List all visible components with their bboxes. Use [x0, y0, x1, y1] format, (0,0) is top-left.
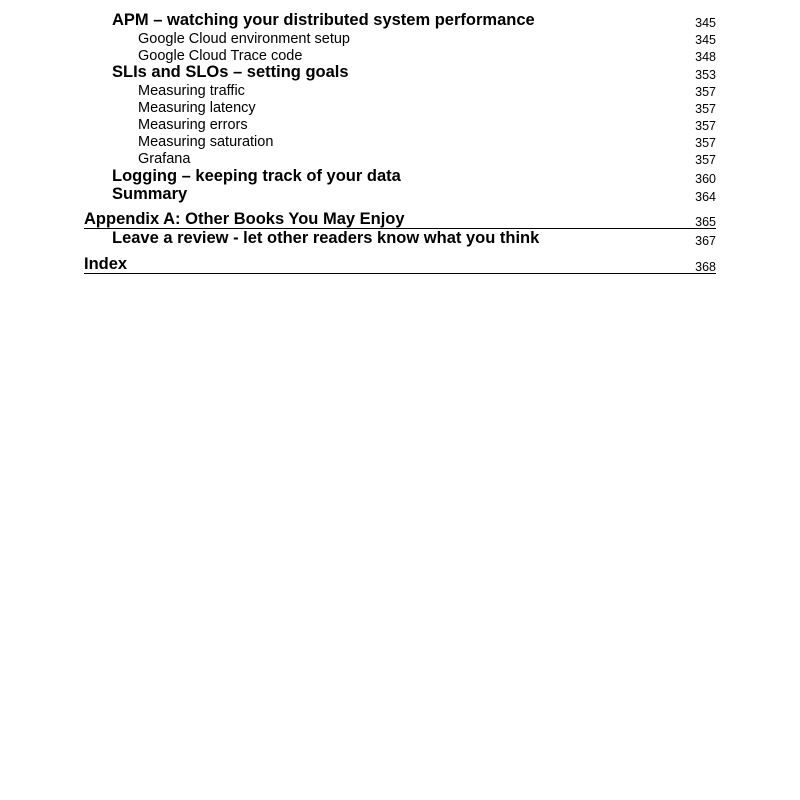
toc-entry-title: Measuring traffic — [138, 83, 245, 99]
toc-entry-title: Google Cloud Trace code — [138, 48, 303, 64]
toc-entry-page: 368 — [695, 260, 716, 274]
toc-entry-page: 353 — [695, 68, 716, 82]
toc-entry-title: Measuring errors — [138, 117, 248, 133]
toc-entry-page: 345 — [695, 16, 716, 30]
toc-entry-page: 357 — [695, 136, 716, 150]
toc-entry-page: 360 — [695, 172, 716, 186]
toc-entry-title: Summary — [112, 185, 188, 203]
toc-entry-title: Leave a review - let other readers know what you think — [112, 229, 540, 247]
toc-entry-title: Measuring latency — [138, 100, 256, 116]
index-divider — [84, 273, 716, 274]
toc-entry-leave-a-review[interactable] — [84, 228, 716, 248]
toc-entry-title: Measuring saturation — [138, 134, 274, 150]
toc-entry-page: 357 — [695, 102, 716, 116]
toc-entry-measuring-latency[interactable] — [84, 99, 716, 116]
toc-entry-page: 364 — [695, 190, 716, 204]
toc-entry-title: Index — [84, 255, 128, 273]
toc-entry-page: 345 — [695, 33, 716, 47]
toc-entry-title: Logging – keeping track of your data — [112, 167, 401, 185]
toc-entry-page: 348 — [695, 50, 716, 64]
toc-entry-google-cloud-environment-setup[interactable] — [84, 30, 716, 47]
toc-entry-apm[interactable] — [84, 10, 716, 30]
toc-entry-measuring-errors[interactable] — [84, 116, 716, 133]
toc-entry-page: 365 — [695, 215, 716, 229]
toc-entry-title: Appendix A: Other Books You May Enjoy — [84, 210, 405, 228]
toc-entry-index[interactable] — [84, 253, 716, 274]
toc-entry-title: SLIs and SLOs – setting goals — [112, 63, 349, 81]
toc-entry-measuring-traffic[interactable] — [84, 82, 716, 99]
toc-entry-title: Google Cloud environment setup — [138, 31, 350, 47]
toc-entry-page: 357 — [695, 119, 716, 133]
toc-entry-measuring-saturation[interactable] — [84, 133, 716, 150]
toc-entry-title: Grafana — [138, 151, 191, 167]
toc-entry-slis-and-slos[interactable] — [84, 62, 716, 82]
toc-entry-page: 357 — [695, 85, 716, 99]
toc-entry-title: APM – watching your distributed system performance — [112, 11, 535, 29]
toc-entry-page: 357 — [695, 153, 716, 167]
toc-entry-summary[interactable] — [84, 183, 716, 204]
toc-entry-appendix-a[interactable] — [84, 208, 716, 229]
toc-entry-page: 367 — [695, 234, 716, 248]
